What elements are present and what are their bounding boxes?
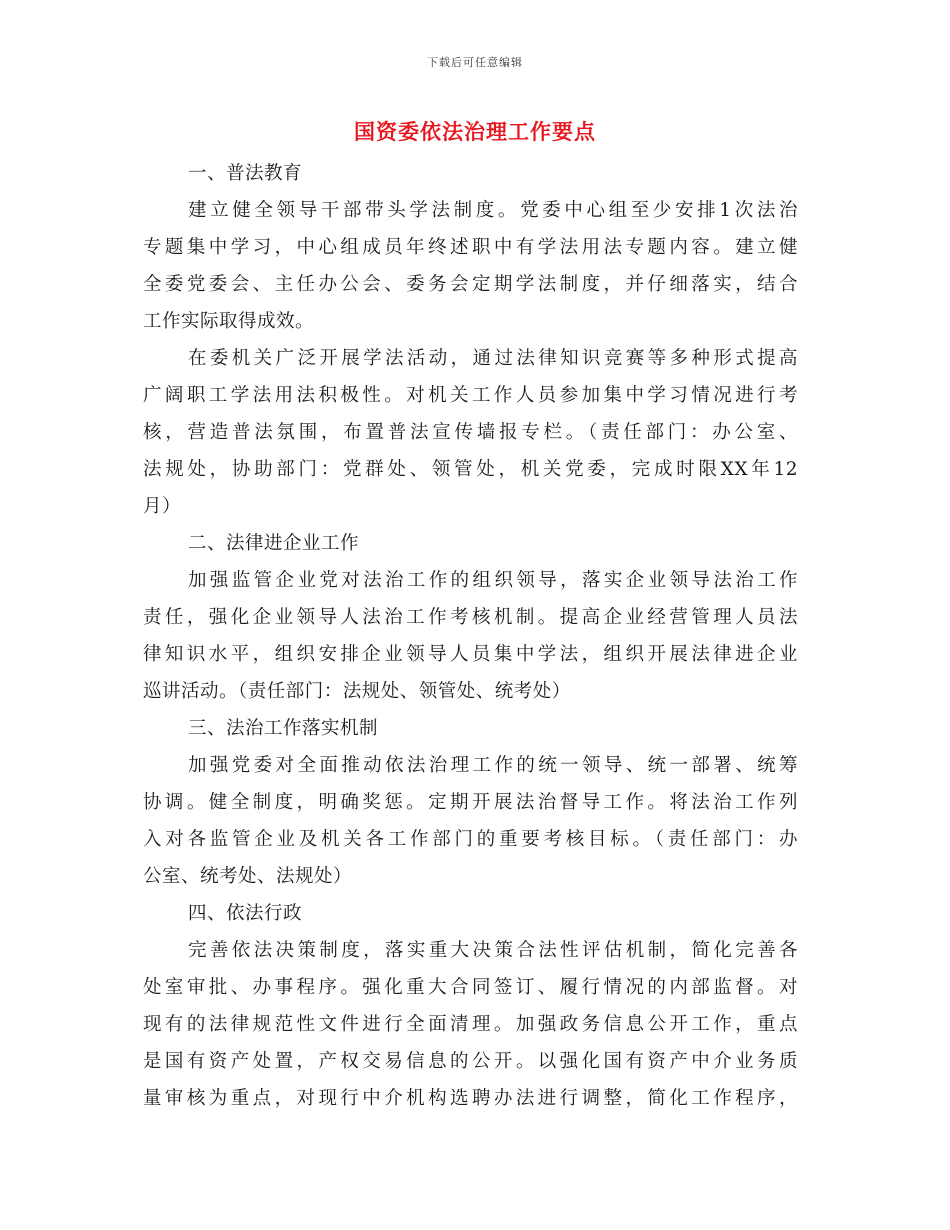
text-line: 处室审批、办事程序。强化重大合同签订、履行情况的内部监督。对 <box>143 977 798 998</box>
text-line: 四、依法行政 <box>188 903 303 924</box>
text-line: 加强党委对全面推动依法治理工作的统一领导、统一部署、统筹 <box>188 755 798 776</box>
text-line: 巡讲活动。（责任部门：法规处、领管处、统考处） <box>143 681 571 702</box>
text-line: 核，营造普法氛围，布置普法宣传墙报专栏。（责任部门：办公室、 <box>143 422 798 443</box>
text-line: 全委党委会、主任办公会、委务会定期学法制度，并仔细落实，结合 <box>143 274 798 295</box>
text-line: 法规处，协助部门：党群处、领管处，机关党委，完成时限XX年12 <box>143 459 798 480</box>
text-line: 协调。健全制度，明确奖惩。定期开展法治督导工作。将法治工作列 <box>143 792 798 813</box>
text-line: 二、法律进企业工作 <box>188 533 360 554</box>
text-line: 完善依法决策制度，落实重大决策合法性评估机制，简化完善各 <box>188 940 798 961</box>
text-line: 公室、统考处、法规处） <box>143 866 353 887</box>
text-line: 量审核为重点，对现行中介机构选聘办法进行调整，简化工作程序， <box>143 1088 798 1109</box>
text-line: 月） <box>143 496 182 517</box>
text-line: 一、普法教育 <box>188 163 303 184</box>
document-body <box>143 155 798 1117</box>
text-line: 责任，强化企业领导人法治工作考核机制。提高企业经营管理人员法 <box>143 607 798 628</box>
text-line: 专题集中学习，中心组成员年终述职中有学法用法专题内容。建立健 <box>143 237 798 258</box>
text-line: 是国有资产处置，产权交易信息的公开。以强化国有资产中介业务质 <box>143 1051 798 1072</box>
text-line: 三、法治工作落实机制 <box>188 718 379 739</box>
page-header-note: 下载后可任意编辑 <box>427 56 523 69</box>
text-line: 广阔职工学法用法积极性。对机关工作人员参加集中学习情况进行考 <box>143 385 798 406</box>
text-line: 加强监管企业党对法治工作的组织领导，落实企业领导法治工作 <box>188 570 798 591</box>
text-line: 工作实际取得成效。 <box>143 311 315 332</box>
text-line: 建立健全领导干部带头学法制度。党委中心组至少安排1次法治 <box>188 200 798 221</box>
text-line: 现有的法律规范性文件进行全面清理。加强政务信息公开工作，重点 <box>143 1014 798 1035</box>
text-line: 入对各监管企业及机关各工作部门的重要考核目标。（责任部门：办 <box>143 829 798 850</box>
document-title: 国资委依法治理工作要点 <box>354 119 596 144</box>
text-line: 律知识水平，组织安排企业领导人员集中学法，组织开展法律进企业 <box>143 644 798 665</box>
text-line: 在委机关广泛开展学法活动，通过法律知识竞赛等多种形式提高 <box>188 348 798 369</box>
